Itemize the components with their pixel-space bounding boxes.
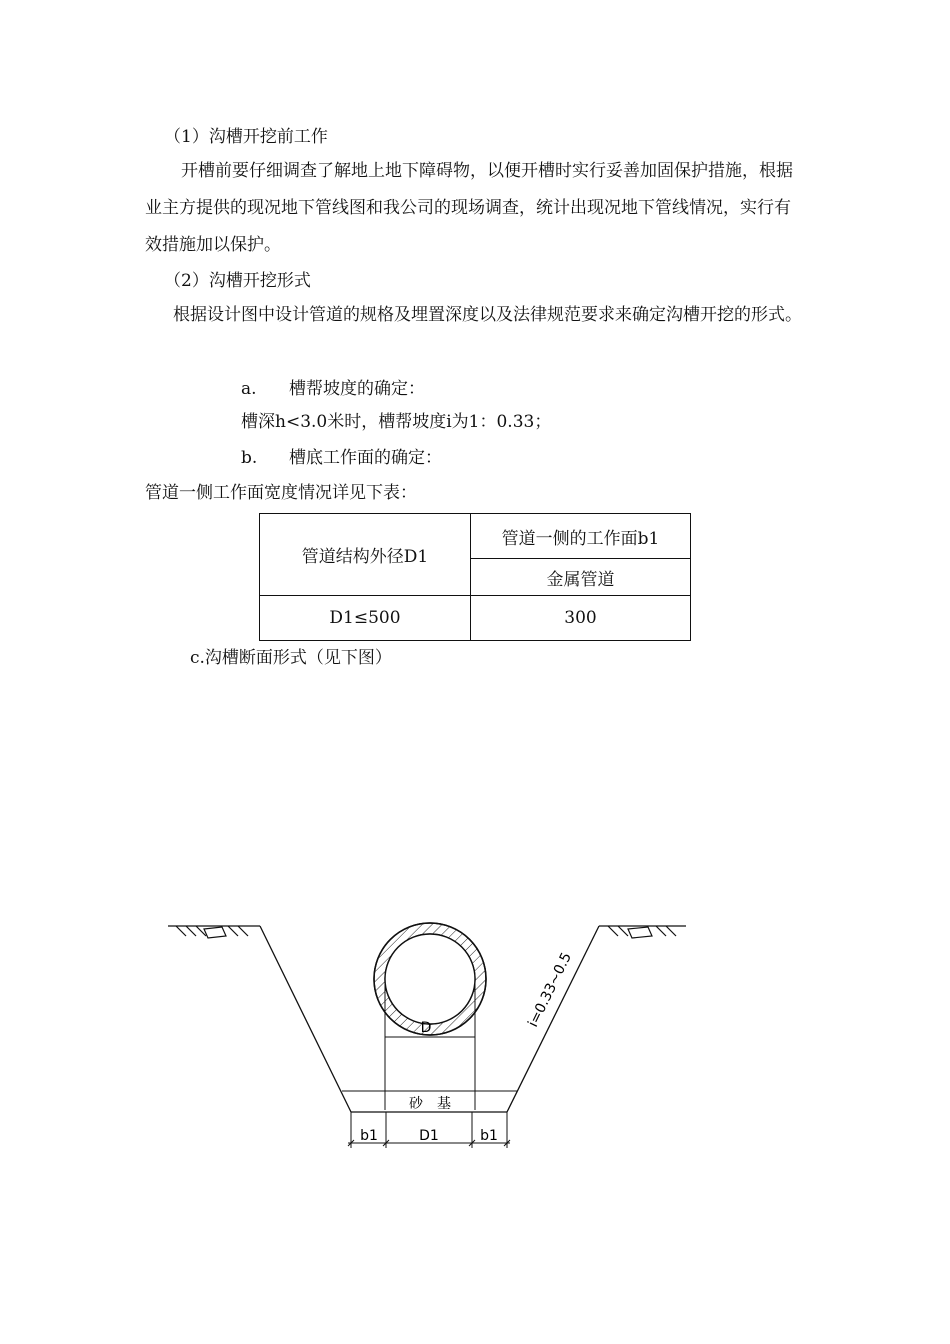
ground-left — [168, 926, 260, 938]
item-b-title: 槽底工作面的确定： — [289, 448, 442, 468]
section1-paragraph: 开槽前要仔细调查了解地上地下障碍物，以便开槽时实行妥善加固保护措施，根据业主方提供的现况地下管线图和我公司的现场调查，统计出现况地下管线情况，实行有效措施加以保护。 — [145, 161, 793, 255]
col2-header: 管道一侧的工作面b1 — [471, 514, 691, 559]
pipe-diameter-label: D — [420, 1020, 432, 1036]
section1-heading: （1）沟槽开挖前工作 — [164, 127, 328, 147]
col2-subheader: 金属管道 — [471, 559, 691, 596]
row-b1-cell: 300 — [471, 596, 691, 641]
col1-header: 管道结构外径D1 — [260, 514, 471, 596]
dim-b1-right: b1 — [480, 1128, 498, 1144]
pipe — [374, 923, 486, 1035]
dim-d1: D1 — [419, 1128, 439, 1144]
item-a-label: a. — [241, 379, 257, 399]
dim-b1-left: b1 — [360, 1128, 378, 1144]
ground-right — [599, 926, 686, 938]
item-c-text: c.沟槽断面形式（见下图） — [190, 648, 392, 668]
item-a-detail: 槽深h<3.0米时，槽帮坡度i为1：0.33； — [241, 412, 552, 432]
sand-bed-label: 砂 基 — [409, 1096, 451, 1112]
section2-heading: （2）沟槽开挖形式 — [164, 271, 311, 291]
section2-paragraph: 根据设计图中设计管道的规格及埋置深度以及法律规范要求来确定沟槽开挖的形式。 — [173, 305, 802, 325]
item-a-title: 槽帮坡度的确定： — [289, 379, 425, 399]
table-intro: 管道一侧工作面宽度情况详见下表： — [145, 483, 417, 503]
slope-label: i=0.33~0.5 — [525, 950, 576, 1030]
item-b-label: b. — [241, 448, 258, 468]
row-d1-cell: D1≤500 — [260, 596, 471, 641]
